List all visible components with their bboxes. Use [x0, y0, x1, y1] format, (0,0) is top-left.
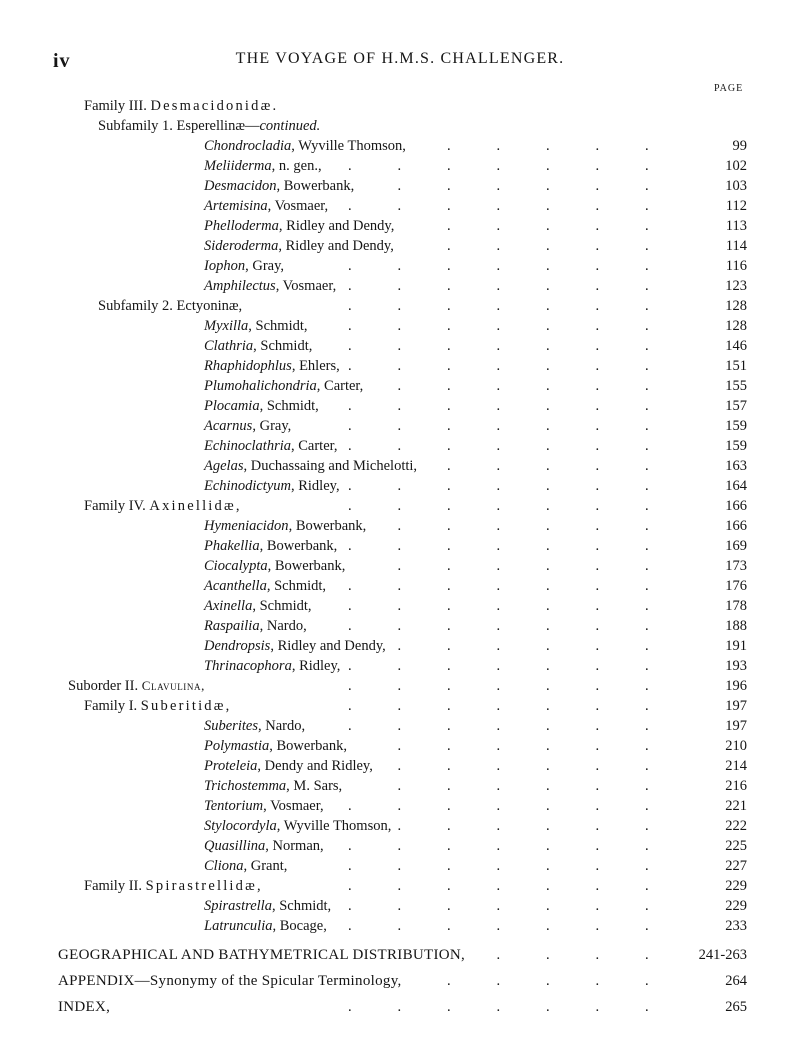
genus-name: Artemisina [204, 198, 268, 214]
genus-name: Quasillina [204, 838, 266, 854]
toc-entry [0, 876, 800, 896]
toc-page-number: 157 [725, 398, 747, 414]
entry-text: , Vosmaer, [275, 278, 337, 294]
dot-leader: . . . . . . [397, 638, 649, 654]
entry-text: , Carter, [316, 378, 364, 394]
toc-page-number: 229 [725, 898, 747, 914]
genus-name: Phelloderma [204, 218, 279, 234]
dot-leader: . . . . . . . [348, 718, 649, 734]
dot-leader: . . . . . . . [348, 618, 649, 634]
toc-entry [0, 916, 800, 936]
toc-page-number: 188 [725, 618, 747, 634]
genus-name: Iophon [204, 258, 246, 274]
dot-leader: . . . . . . [397, 178, 649, 194]
entry-text: Clavulina, [141, 678, 205, 693]
toc-page-number: 99 [732, 138, 747, 154]
dot-leader: . . . . . . . [348, 338, 649, 354]
toc-page-number: 229 [725, 878, 747, 894]
genus-name: Cliona [204, 858, 244, 874]
genus-name: Raspailia [204, 618, 260, 634]
entry-text: , Gray, [245, 258, 285, 274]
entry-text: , Schmidt, [252, 598, 312, 614]
genus-name: Hymeniacidon [204, 518, 289, 534]
genus-name: Latrunculia [204, 918, 273, 934]
toc-entry [0, 576, 800, 596]
toc-entry [0, 476, 800, 496]
entry-text: continued. [259, 118, 321, 134]
entry-text: , Schmidt, [259, 398, 319, 414]
page-column-label: PAGE [714, 83, 744, 94]
entry-text: APPENDIX—Synonymy of the Spicular Terminology, [58, 973, 402, 989]
dot-leader: . . . . . . [397, 738, 649, 754]
toc-page-number: 146 [725, 338, 747, 354]
dot-leader: . . . . . . . [348, 838, 649, 854]
entry-text: , Ridley and Dendy, [270, 638, 386, 654]
toc-page-number: 197 [725, 698, 747, 714]
dot-leader: . . . . . . . [348, 318, 649, 334]
dot-leader: . . . . . . . [348, 858, 649, 874]
dot-leader: . . . . . . . [348, 999, 649, 1015]
toc-entry [0, 516, 800, 536]
dot-leader: . . . . . . . [348, 198, 649, 214]
entry-text: , Ridley, [291, 658, 341, 674]
toc-entry [0, 436, 800, 456]
dot-leader: . . . . . . . [348, 698, 649, 714]
entry-text: , Schmidt, [248, 318, 308, 334]
genus-name: Chondrocladia [204, 138, 292, 154]
genus-name: Echinoclathria [204, 438, 291, 454]
toc-entry [0, 136, 800, 156]
toc-entry [0, 356, 800, 376]
toc-page-number: 173 [725, 558, 747, 574]
dot-leader: . . . . . . . [348, 438, 649, 454]
dot-leader: . . . . . . . [348, 258, 649, 274]
toc-page-number: 128 [725, 298, 747, 314]
toc-entry [0, 616, 800, 636]
toc-entry [0, 636, 800, 656]
genus-name: Acanthella [204, 578, 267, 594]
toc-page-number: 103 [725, 178, 747, 194]
toc-page-number: 227 [725, 858, 747, 874]
entry-text: Family IV. [84, 498, 150, 514]
dot-leader: . . . . . . . [348, 598, 649, 614]
toc-entry [0, 316, 800, 336]
toc-entry-title [98, 116, 320, 136]
toc-page-number: 159 [725, 438, 747, 454]
dot-leader: . . . . . . [397, 758, 649, 774]
entry-text: , Ridley and Dendy, [278, 238, 394, 254]
toc-entry [0, 556, 800, 576]
dot-leader: . . . . . . . [348, 158, 649, 174]
genus-name: Tentorium [204, 798, 264, 814]
toc-entry [0, 236, 800, 256]
toc-entry [0, 997, 800, 1017]
dot-leader: . . . . . . . [348, 358, 649, 374]
dot-leader: . . . . . [447, 218, 649, 234]
genus-name: Suberites [204, 718, 258, 734]
entry-text: , Schmidt, [271, 898, 332, 914]
genus-name: Agelas [204, 458, 244, 474]
toc-page-number: 113 [725, 218, 747, 234]
toc-page-number: 214 [725, 758, 747, 774]
genus-name: Amphilectus [204, 278, 276, 294]
toc-page-number: 163 [725, 458, 747, 474]
toc-page-number: 221 [725, 798, 747, 814]
genus-name: Proteleia [204, 758, 258, 774]
dot-leader: . . . . . . . [348, 878, 649, 894]
toc-entry [0, 536, 800, 556]
entry-text: , Carter, [291, 438, 338, 454]
toc-entry [0, 496, 800, 516]
toc-entry [0, 696, 800, 716]
toc-entry [0, 156, 800, 176]
toc-entry [0, 276, 800, 296]
entry-text: Axinellidæ, [149, 498, 242, 514]
dot-leader: . . . . . . . [348, 418, 649, 434]
toc-entry [0, 736, 800, 756]
toc-page-number: 123 [725, 278, 747, 294]
genus-name: Meliiderma [204, 158, 272, 174]
dot-leader: . . . . . . [397, 778, 649, 794]
entry-text: , Schmidt, [266, 578, 327, 594]
toc-entry [0, 336, 800, 356]
toc-entry [0, 596, 800, 616]
entry-text: , M. Sars, [286, 778, 343, 794]
entry-text: Suborder II. [68, 678, 142, 694]
genus-name: Myxilla [204, 318, 249, 334]
toc-page-number: 265 [725, 999, 747, 1015]
toc-page-number: 193 [725, 658, 747, 674]
entry-text: , n. gen., [271, 158, 322, 174]
toc-page-number: 151 [725, 358, 747, 374]
toc-page-number: 128 [725, 318, 747, 334]
dot-leader: . . . . . . [397, 518, 649, 534]
toc-entry [0, 176, 800, 196]
dot-leader: . . . . . [447, 238, 649, 254]
genus-name: Axinella [204, 598, 253, 614]
toc-page-number: 169 [725, 538, 747, 554]
toc-page-number: 225 [725, 838, 747, 854]
entry-text: Family I. [84, 698, 141, 714]
genus-name: Phakellia [204, 538, 260, 554]
toc-page-number: 197 [725, 718, 747, 734]
genus-name: Rhaphidophlus [204, 358, 292, 374]
toc-entry [0, 376, 800, 396]
toc-page-number: 164 [725, 478, 747, 494]
entry-text: , Vosmaer, [263, 798, 324, 814]
dot-leader: . . . . . . . [348, 898, 649, 914]
dot-leader: . . . . . [447, 138, 649, 154]
toc-page-number: 114 [725, 238, 747, 254]
toc-page-number: 178 [725, 598, 747, 614]
toc-entry [0, 896, 800, 916]
genus-name: Plumohalichondria [204, 378, 317, 394]
entry-text: , Dendy and Ridley, [257, 758, 373, 774]
entry-text: , Vosmaer, [267, 198, 329, 214]
entry-text: INDEX, [58, 999, 111, 1015]
toc-page-number: 196 [725, 678, 747, 694]
toc-entry [0, 716, 800, 736]
genus-name: Dendropsis [204, 638, 271, 654]
dot-leader: . . . . [496, 947, 649, 963]
entry-text: , Bocage, [272, 918, 327, 934]
entry-text: , Duchassaing and Michelotti, [243, 458, 418, 474]
genus-name: Clathria [204, 338, 254, 354]
toc-page-number: 166 [725, 498, 747, 514]
entry-text: , Ehlers, [291, 358, 340, 374]
dot-leader: . . . . . . . [348, 578, 649, 594]
toc-entry [0, 116, 800, 136]
entry-text: Family III. [84, 98, 151, 114]
dot-leader: . . . . . . . [348, 298, 649, 314]
entry-text: , Bowerbank, [269, 738, 347, 754]
toc-page-number: 264 [725, 973, 747, 989]
entry-text: Subfamily 2. Ectyoninæ, [98, 298, 243, 314]
toc-page-number: 155 [725, 378, 747, 394]
toc-entry [0, 656, 800, 676]
toc-entry [0, 945, 800, 965]
dot-leader: . . . . . . . [348, 498, 649, 514]
toc-entry [0, 216, 800, 236]
genus-name: Desmacidon [204, 178, 277, 194]
toc-entry [0, 396, 800, 416]
entry-text: , Norman, [265, 838, 324, 854]
entry-text: Spirastrellidæ, [145, 878, 263, 894]
dot-leader: . . . . . . . [348, 658, 649, 674]
toc-entry [0, 816, 800, 836]
toc-page-number: 222 [725, 818, 747, 834]
toc-page-number: 241-263 [698, 947, 747, 963]
dot-leader: . . . . . . [397, 818, 649, 834]
toc-entry [0, 456, 800, 476]
entry-text: , Ridley and Dendy, [278, 218, 395, 234]
dot-leader: . . . . . . [397, 378, 649, 394]
entry-text: , Gray, [252, 418, 292, 434]
dot-leader: . . . . . . [397, 558, 649, 574]
entry-text: , Bowerbank, [276, 178, 355, 194]
entry-text: , Grant, [243, 858, 288, 874]
running-title: THE VOYAGE OF H.M.S. CHALLENGER. [235, 50, 565, 67]
toc-page-number: 191 [725, 638, 747, 654]
entry-text: , Bowerbank, [288, 518, 367, 534]
toc-entry [0, 796, 800, 816]
dot-leader: . . . . . . . [348, 398, 649, 414]
toc-page-number: 176 [725, 578, 747, 594]
genus-name: Trichostemma [204, 778, 287, 794]
toc-entry [0, 971, 800, 991]
entry-text: , Nardo, [257, 718, 306, 734]
toc-entry [0, 196, 800, 216]
page-number: iv [53, 50, 71, 72]
dot-leader: . . . . . [447, 458, 649, 474]
dot-leader: . . . . . . . [348, 278, 649, 294]
genus-name: Ciocalypta [204, 558, 268, 574]
toc-page-number: 233 [725, 918, 747, 934]
genus-name: Stylocordyla [204, 818, 277, 834]
genus-name: Spirastrella [204, 898, 272, 914]
dot-leader: . . . . . . . [348, 678, 649, 694]
entry-text: Subfamily 1. Esperellinæ— [98, 118, 260, 134]
genus-name: Thrinacophora [204, 658, 292, 674]
toc-entry [0, 756, 800, 776]
entry-text: , Bowerbank, [259, 538, 338, 554]
entry-text: , Wyville Thomson, [291, 138, 406, 154]
toc-entry-title [84, 96, 278, 116]
genus-name: Plocamia [204, 398, 260, 414]
toc-page-number: 216 [725, 778, 747, 794]
toc-entry [0, 676, 800, 696]
toc-page-number: 159 [725, 418, 747, 434]
entry-text: , Schmidt, [253, 338, 313, 354]
toc-page-number: 210 [725, 738, 747, 754]
dot-leader: . . . . . . . [348, 538, 649, 554]
toc-entry [0, 776, 800, 796]
toc-page-number: 112 [725, 198, 747, 214]
toc-entry [0, 296, 800, 316]
entry-text: , Bowerbank, [267, 558, 346, 574]
toc-entry [0, 856, 800, 876]
entry-text: , Wyville Thomson, [276, 818, 392, 834]
toc-page-number: 102 [725, 158, 747, 174]
toc-page-number: 116 [725, 258, 747, 274]
entry-text: GEOGRAPHICAL AND BATHYMETRICAL DISTRIBUTION, [58, 947, 466, 963]
toc-entry [0, 256, 800, 276]
entry-text: , Ridley, [290, 478, 340, 494]
dot-leader: . . . . . . . [348, 918, 649, 934]
toc-entry [0, 836, 800, 856]
entry-text: , Nardo, [259, 618, 307, 634]
genus-name: Echinodictyum [204, 478, 291, 494]
genus-name: Polymastia [204, 738, 270, 754]
genus-name: Sideroderma [204, 238, 279, 254]
entry-text: Family II. [84, 878, 146, 894]
entry-text: Desmacidonidæ. [150, 98, 279, 114]
genus-name: Acarnus [204, 418, 253, 434]
toc-entry [0, 96, 800, 116]
entry-text: Suberitidæ, [140, 698, 232, 714]
toc-entry [0, 416, 800, 436]
dot-leader: . . . . . [447, 973, 649, 989]
dot-leader: . . . . . . . [348, 798, 649, 814]
toc-page-number: 166 [725, 518, 747, 534]
dot-leader: . . . . . . . [348, 478, 649, 494]
